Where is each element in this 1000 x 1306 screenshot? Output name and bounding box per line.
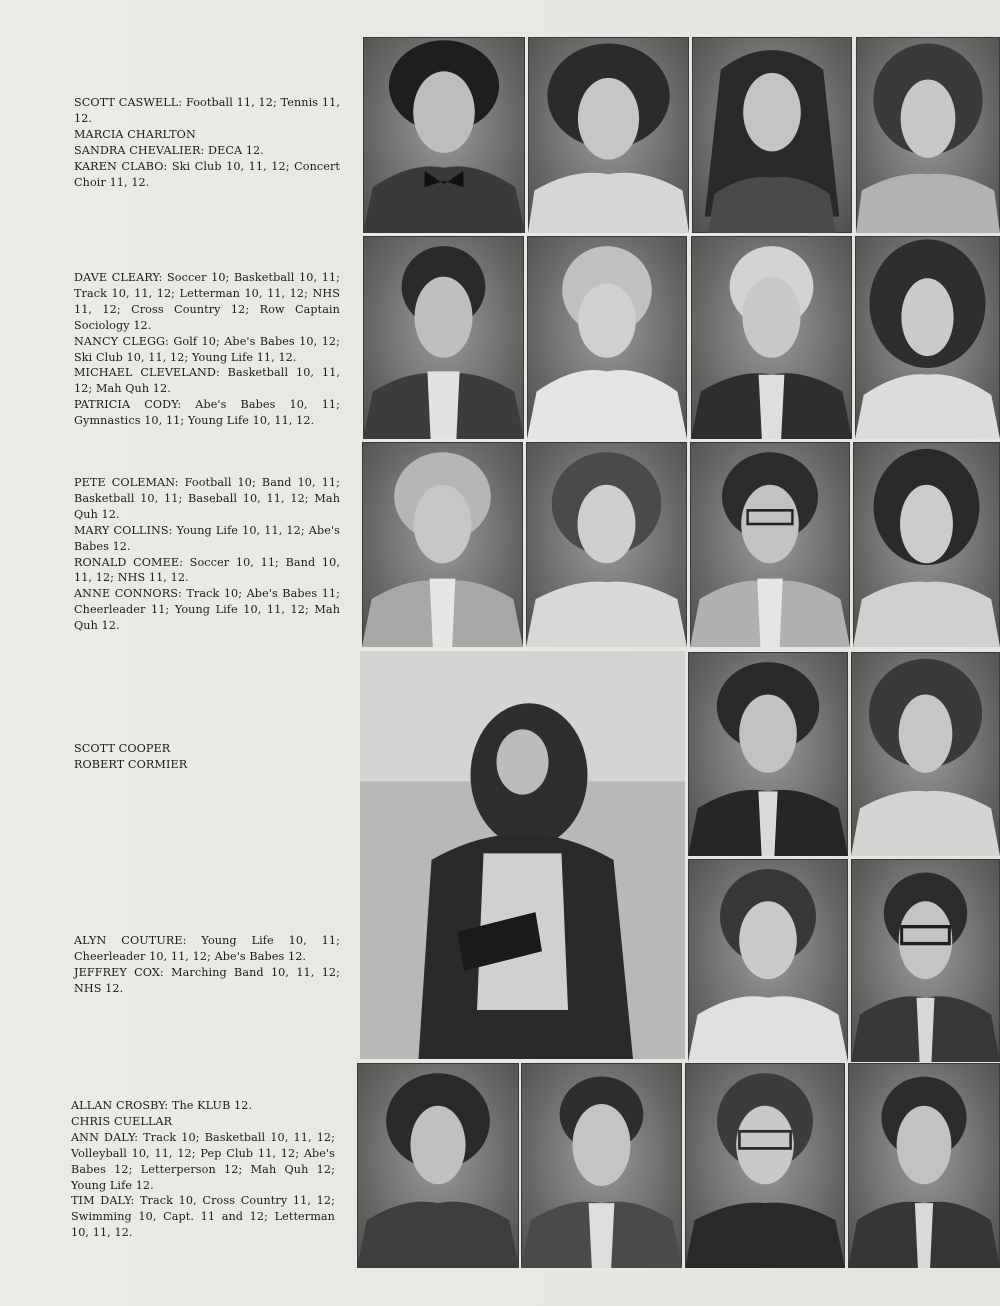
portrait-alyn-couture xyxy=(688,859,848,1062)
caption-ronald-comee: RONALD COMEE: Soccer 10, 11; Band 10, 11, 12; NHS 11, 12. xyxy=(74,555,340,585)
caption-patricia-cody: PATRICIA CODY: Abe's Babes 10, 11; Gymnastics 10, 11; Young Life 10, 11, 12. xyxy=(74,398,340,428)
caption-tim-daly: TIM DALY: Track 10, Cross Country 11, 12; Swimming 10, Capt. 11 and 12; Letterman 10, 11, 12. xyxy=(71,1194,335,1240)
caption-block-3 xyxy=(74,475,340,634)
caption-block-4 xyxy=(74,741,340,773)
portrait-robert-cormier xyxy=(851,652,1000,856)
caption-block-5 xyxy=(74,933,340,997)
portrait-scott-cooper xyxy=(688,652,848,856)
portrait-patricia-cody xyxy=(855,236,1000,439)
portrait-ronald-comee xyxy=(690,442,850,647)
caption-robert-cormier: ROBERT CORMIER xyxy=(74,757,188,771)
portrait-nancy-clegg xyxy=(527,236,687,439)
portrait-pete-coleman xyxy=(362,442,523,647)
caption-block-1 xyxy=(74,95,340,190)
portrait-marcia-charlton xyxy=(528,37,689,233)
caption-nancy-clegg: NANCY CLEGG: Golf 10; Abe's Babes 10, 12; Ski Club 10, 11, 12; Young Life 11, 12. xyxy=(74,334,340,364)
caption-mary-collins: MARY COLLINS: Young Life 10, 11, 12; Abe's Babes 12. xyxy=(74,523,340,553)
portrait-scott-caswell xyxy=(363,37,525,233)
caption-allan-crosby: ALLAN CROSBY: The KLUB 12. xyxy=(71,1099,253,1112)
caption-alyn-couture: ALYN COUTURE: Young Life 10, 11; Cheerleader 10, 11, 12; Abe's Babes 12. xyxy=(74,934,340,963)
caption-sandra-chevalier: SANDRA CHEVALIER: DECA 12. xyxy=(74,143,264,157)
caption-marcia-charlton: MARCIA CHARLTON xyxy=(74,127,196,141)
portrait-dave-cleary xyxy=(363,236,524,439)
caption-pete-coleman: PETE COLEMAN: Football 10; Band 10, 11; Basketball 10, 11; Baseball 10, 11, 12; Mah Quh 12. xyxy=(74,476,340,521)
caption-michael-cleveland: MICHAEL CLEVELAND: Basketball 10, 11, 12; Mah Quh 12. xyxy=(74,366,340,396)
caption-ann-daly: ANN DALY: Track 10; Basketball 10, 11, 12; Volleyball 10, 11, 12; Pep Club 11, 12; Abe's Babes 12; Letterperson 12; Mah Quh 12; Young Life 12. xyxy=(71,1130,335,1192)
caption-block-2 xyxy=(74,270,340,429)
portrait-michael-cleveland xyxy=(691,236,852,439)
portrait-karen-clabo xyxy=(856,37,1000,233)
portrait-ann-daly xyxy=(685,1063,845,1268)
portrait-allan-crosby xyxy=(357,1063,519,1268)
candid-photo-reading xyxy=(360,651,685,1059)
portrait-tim-daly xyxy=(848,1063,1000,1268)
caption-anne-connors: ANNE CONNORS: Track 10; Abe's Babes 11; Cheerleader 11; Young Life 10, 11, 12; Mah Quh 12. xyxy=(74,587,340,633)
portrait-chris-cuellar xyxy=(521,1063,682,1268)
caption-block-6 xyxy=(71,1098,335,1241)
caption-karen-clabo: KAREN CLABO: Ski Club 10, 11, 12; Concert Choir 11, 12. xyxy=(74,159,340,189)
portrait-anne-connors xyxy=(853,442,1000,647)
caption-scott-cooper: SCOTT COOPER xyxy=(74,742,171,755)
caption-dave-cleary: DAVE CLEARY: Soccer 10; Basketball 10, 11; Track 10, 11, 12; Letterman 10, 11, 12; NHS 11, 12; Cross Country 12; Row Captain Sociology 12. xyxy=(74,271,340,332)
caption-scott-caswell: SCOTT CASWELL: Football 11, 12; Tennis 11, 12. xyxy=(74,96,340,125)
caption-jeffrey-cox: JEFFREY COX: Marching Band 10, 11, 12; NHS 12. xyxy=(74,965,340,995)
portrait-jeffrey-cox xyxy=(851,859,1000,1062)
portrait-sandra-chevalier xyxy=(692,37,852,233)
caption-chris-cuellar: CHRIS CUELLAR xyxy=(71,1114,173,1128)
portrait-mary-collins xyxy=(526,442,687,647)
